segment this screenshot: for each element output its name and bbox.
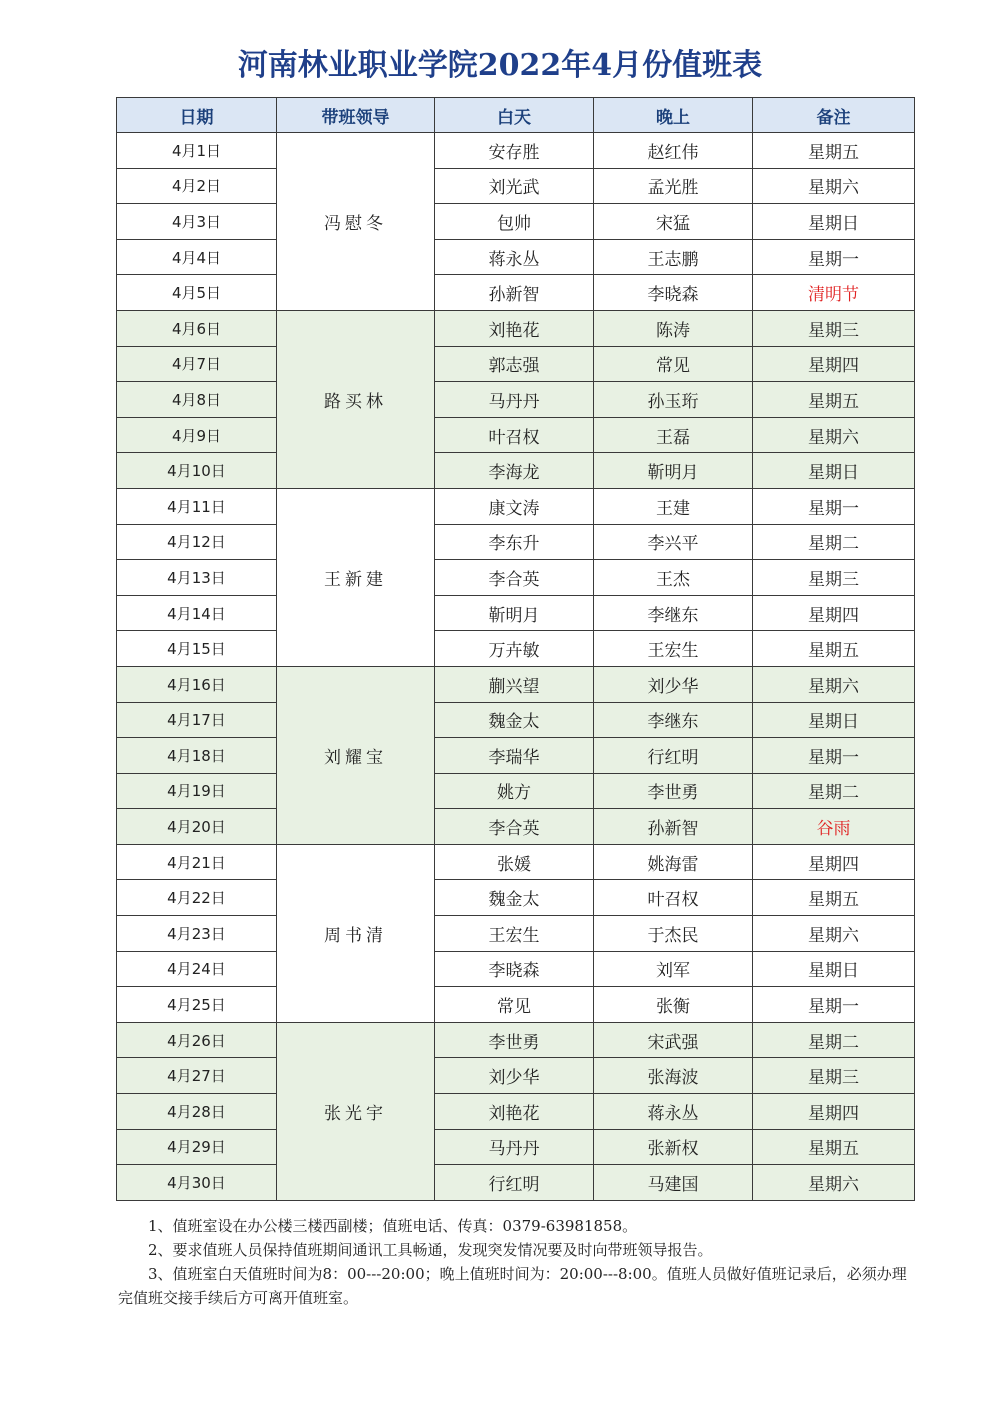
table-row [117,1094,915,1130]
header-night: 晚上 [594,98,753,133]
date-cell: 4月15日 [117,631,277,667]
table-row [117,595,915,631]
day-duty-cell: 李世勇 [435,1022,594,1058]
note-cell: 星期四 [753,346,915,382]
note-cell: 星期六 [753,417,915,453]
header-date: 日期 [117,98,277,133]
night-duty-cell: 常见 [594,346,753,382]
day-duty-cell: 马丹丹 [435,382,594,418]
table-row [117,275,915,311]
date-cell: 4月21日 [117,844,277,880]
date-cell: 4月4日 [117,239,277,275]
date-cell: 4月14日 [117,595,277,631]
table-row [117,666,915,702]
note-cell: 星期五 [753,382,915,418]
day-duty-cell: 魏金太 [435,880,594,916]
night-duty-cell: 李继东 [594,595,753,631]
table-row [117,1022,915,1058]
page-title: 河南林业职业学院2022年4月份值班表 [237,48,763,83]
date-cell: 4月7日 [117,346,277,382]
table-row [117,204,915,240]
night-duty-cell: 孟光胜 [594,168,753,204]
day-duty-cell: 郭志强 [435,346,594,382]
note-cell: 星期四 [753,1094,915,1130]
table-row [117,488,915,524]
note-cell: 星期日 [753,453,915,489]
day-duty-cell: 蒯兴望 [435,666,594,702]
night-duty-cell: 刘军 [594,951,753,987]
table-row [117,310,915,346]
table-row [117,631,915,667]
note-cell: 星期六 [753,168,915,204]
date-cell: 4月23日 [117,916,277,952]
day-duty-cell: 魏金太 [435,702,594,738]
day-duty-cell: 李合英 [435,560,594,596]
table-row [117,346,915,382]
date-cell: 4月2日 [117,168,277,204]
night-duty-cell: 叶召权 [594,880,753,916]
table-row [117,1058,915,1094]
day-duty-cell: 刘艳花 [435,1094,594,1130]
date-cell: 4月8日 [117,382,277,418]
note-cell: 星期四 [753,844,915,880]
date-cell: 4月28日 [117,1094,277,1130]
header-day: 白天 [435,98,594,133]
date-cell: 4月26日 [117,1022,277,1058]
night-duty-cell: 姚海雷 [594,844,753,880]
note-cell: 星期五 [753,880,915,916]
table-row [117,809,915,845]
night-duty-cell: 马建国 [594,1165,753,1201]
date-cell: 4月10日 [117,453,277,489]
note-cell: 星期日 [753,204,915,240]
day-duty-cell: 刘光武 [435,168,594,204]
day-duty-cell: 李合英 [435,809,594,845]
date-cell: 4月5日 [117,275,277,311]
date-cell: 4月13日 [117,560,277,596]
night-duty-cell: 孙新智 [594,809,753,845]
note-2: 2、要求值班人员保持值班期间通讯工具畅通，发现突发情况要及时向带班领导报告。 [148,1241,713,1259]
night-duty-cell: 王宏生 [594,631,753,667]
date-cell: 4月18日 [117,738,277,774]
night-duty-cell: 张新权 [594,1129,753,1165]
day-duty-cell: 李瑞华 [435,738,594,774]
note-cell: 星期日 [753,702,915,738]
day-duty-cell: 刘艳花 [435,310,594,346]
day-duty-cell: 张媛 [435,844,594,880]
day-duty-cell: 常见 [435,987,594,1023]
table-row [117,1165,915,1201]
note-cell: 星期二 [753,524,915,560]
date-cell: 4月1日 [117,133,277,169]
date-cell: 4月17日 [117,702,277,738]
night-duty-cell: 刘少华 [594,666,753,702]
night-duty-cell: 蒋永丛 [594,1094,753,1130]
header-note: 备注 [753,98,915,133]
notes [118,1214,913,1310]
night-duty-cell: 陈涛 [594,310,753,346]
table-row [117,453,915,489]
date-cell: 4月16日 [117,666,277,702]
table-row [117,844,915,880]
day-duty-cell: 刘少华 [435,1058,594,1094]
note-cell: 星期四 [753,595,915,631]
date-cell: 4月3日 [117,204,277,240]
night-duty-cell: 赵红伟 [594,133,753,169]
night-duty-cell: 王杰 [594,560,753,596]
table-row [117,560,915,596]
day-duty-cell: 包帅 [435,204,594,240]
note-3: 3、值班室白天值班时间为8：00---20:00；晚上值班时间为：20:00---8:00。值班人员做好值班记录后，必须办理完值班交接手续后方可离开值班室。 [118,1265,907,1307]
day-duty-cell: 靳明月 [435,595,594,631]
date-cell: 4月9日 [117,417,277,453]
night-duty-cell: 李晓森 [594,275,753,311]
table-row [117,382,915,418]
note-cell: 星期一 [753,987,915,1023]
day-duty-cell: 姚方 [435,773,594,809]
table-header-row [117,98,915,133]
table-row [117,987,915,1023]
day-duty-cell: 万卉敏 [435,631,594,667]
date-cell: 4月12日 [117,524,277,560]
note-cell: 星期五 [753,1129,915,1165]
note-cell: 星期一 [753,738,915,774]
date-cell: 4月27日 [117,1058,277,1094]
note-cell: 星期日 [753,951,915,987]
night-duty-cell: 李继东 [594,702,753,738]
night-duty-cell: 孙玉珩 [594,382,753,418]
day-duty-cell: 行红明 [435,1165,594,1201]
leader-cell: 张光宇 [277,1022,435,1200]
day-duty-cell: 马丹丹 [435,1129,594,1165]
table-row [117,702,915,738]
date-cell: 4月24日 [117,951,277,987]
day-duty-cell: 李海龙 [435,453,594,489]
day-duty-cell: 叶召权 [435,417,594,453]
day-duty-cell: 蒋永丛 [435,239,594,275]
table-row [117,133,915,169]
day-duty-cell: 康文涛 [435,488,594,524]
night-duty-cell: 张衡 [594,987,753,1023]
note-cell: 星期二 [753,1022,915,1058]
table-row [117,524,915,560]
table-row [117,916,915,952]
date-cell: 4月11日 [117,488,277,524]
note-cell: 星期五 [753,133,915,169]
day-duty-cell: 李东升 [435,524,594,560]
table-row [117,168,915,204]
note-cell: 星期三 [753,560,915,596]
note-cell: 星期三 [753,1058,915,1094]
leader-cell: 王新建 [277,488,435,666]
night-duty-cell: 宋猛 [594,204,753,240]
leader-cell: 冯慰冬 [277,133,435,311]
note-1: 1、值班室设在办公楼三楼西副楼；值班电话、传真：0379-63981858。 [148,1217,638,1235]
table-row [117,738,915,774]
date-cell: 4月20日 [117,809,277,845]
night-duty-cell: 行红明 [594,738,753,774]
note-cell: 星期六 [753,1165,915,1201]
note-cell: 谷雨 [753,809,915,845]
table-row [117,773,915,809]
day-duty-cell: 李晓森 [435,951,594,987]
night-duty-cell: 王志鹏 [594,239,753,275]
date-cell: 4月29日 [117,1129,277,1165]
duty-table [116,97,915,1201]
night-duty-cell: 李世勇 [594,773,753,809]
day-duty-cell: 孙新智 [435,275,594,311]
date-cell: 4月30日 [117,1165,277,1201]
note-cell: 星期三 [753,310,915,346]
leader-cell: 刘耀宝 [277,666,435,844]
note-cell: 星期一 [753,488,915,524]
table-row [117,417,915,453]
date-cell: 4月22日 [117,880,277,916]
table-row [117,239,915,275]
night-duty-cell: 靳明月 [594,453,753,489]
night-duty-cell: 王建 [594,488,753,524]
night-duty-cell: 王磊 [594,417,753,453]
table-row [117,951,915,987]
note-cell: 星期六 [753,666,915,702]
note-cell: 清明节 [753,275,915,311]
table-body [117,133,915,1201]
table-row [117,1129,915,1165]
night-duty-cell: 宋武强 [594,1022,753,1058]
date-cell: 4月19日 [117,773,277,809]
date-cell: 4月25日 [117,987,277,1023]
day-duty-cell: 王宏生 [435,916,594,952]
note-cell: 星期六 [753,916,915,952]
note-cell: 星期一 [753,239,915,275]
table-row [117,880,915,916]
note-cell: 星期二 [753,773,915,809]
leader-cell: 路买林 [277,310,435,488]
night-duty-cell: 于杰民 [594,916,753,952]
night-duty-cell: 张海波 [594,1058,753,1094]
date-cell: 4月6日 [117,310,277,346]
night-duty-cell: 李兴平 [594,524,753,560]
leader-cell: 周书清 [277,844,435,1022]
day-duty-cell: 安存胜 [435,133,594,169]
header-leader: 带班领导 [277,98,435,133]
note-cell: 星期五 [753,631,915,667]
